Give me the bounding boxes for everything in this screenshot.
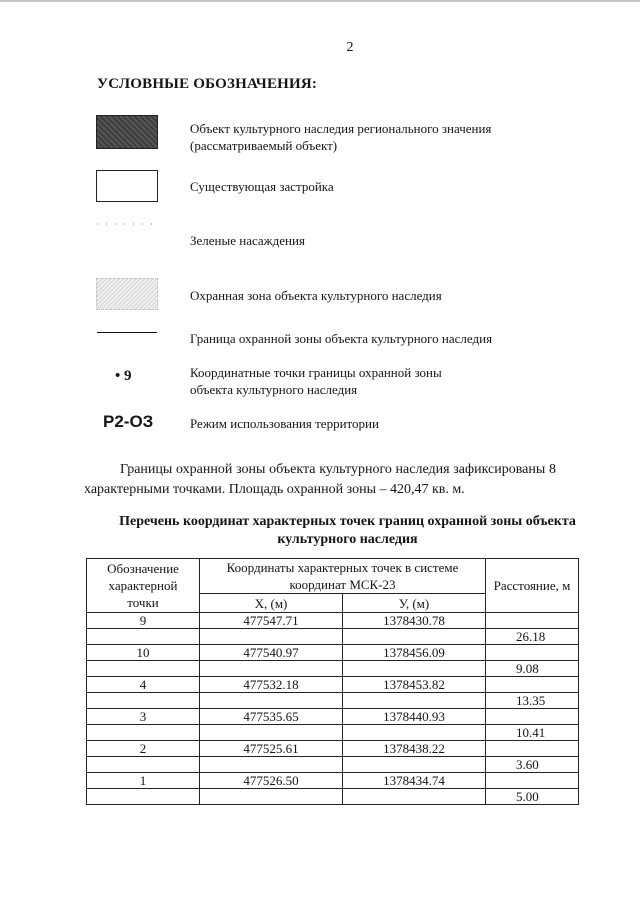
legend-text: Существующая застройка — [190, 179, 334, 194]
green-plantings-icon — [95, 215, 157, 255]
table-row — [87, 741, 579, 757]
top-edge-rule — [0, 0, 640, 2]
cell-x: 477540.97 — [200, 645, 343, 661]
legend-item-existing-buildings — [95, 170, 565, 210]
cell-x: 477535.65 — [200, 709, 343, 725]
cell-x: 477532.18 — [200, 677, 343, 693]
cell-distance: 3.60 — [486, 757, 579, 773]
table-row — [87, 693, 579, 709]
cell-y: 1378456.09 — [343, 645, 486, 661]
cell-y: 1378440.93 — [343, 709, 486, 725]
col-header-distance: Расстояние, м — [486, 559, 579, 613]
regime-code — [95, 412, 157, 452]
boundary-line-icon — [95, 322, 157, 362]
legend-text: (рассматриваемый объект) — [190, 138, 338, 153]
heritage-object-icon — [95, 115, 157, 155]
col-header-y: У, (м) — [343, 594, 486, 613]
legend-text: Режим использования территории — [190, 416, 379, 431]
col-header-point: Обозначение характерной точки — [87, 559, 200, 613]
cell-y: 1378434.74 — [343, 773, 486, 789]
legend-text: Граница охранной зоны объекта культурного наследия — [190, 331, 493, 346]
zone-description-paragraph: Границы охранной зоны объекта культурного наследия зафиксированы 8 характерными точками. Площадь охранной зоны – 420,47 кв. м. — [84, 462, 556, 497]
table-row — [87, 725, 579, 741]
legend-item-land-use-regime — [95, 412, 565, 452]
cell-point: 2 — [87, 741, 200, 757]
table-title-line: культурного наследия — [277, 532, 418, 547]
cell-y: 1378430.78 — [343, 613, 486, 629]
coordinates-table — [86, 558, 579, 805]
table-row — [87, 661, 579, 677]
legend-item-green-plantings — [95, 215, 565, 255]
cell-point: 3 — [87, 709, 200, 725]
cell-x: 477547.71 — [200, 613, 343, 629]
legend-item-zone-boundary — [95, 322, 565, 362]
cell-distance: 26.18 — [486, 629, 579, 645]
cell-point: 9 — [87, 613, 200, 629]
cell-point: 1 — [87, 773, 200, 789]
table-row — [87, 613, 579, 629]
cell-x: 477526.50 — [200, 773, 343, 789]
table-row — [87, 709, 579, 725]
cell-distance: 5.00 — [486, 789, 579, 805]
protection-zone-icon — [95, 278, 157, 318]
existing-buildings-icon — [95, 170, 157, 210]
point-symbol: • 9 — [115, 368, 132, 384]
legend-item-heritage-object — [95, 115, 565, 155]
cell-distance: 10.41 — [486, 725, 579, 741]
cell-y: 1378453.82 — [343, 677, 486, 693]
cell-point: 4 — [87, 677, 200, 693]
table-row — [87, 629, 579, 645]
table-row — [87, 789, 579, 805]
legend-item-protection-zone — [95, 278, 565, 318]
page-number: 2 — [346, 40, 354, 55]
cell-point: 10 — [87, 645, 200, 661]
legend-item-coordinate-points — [95, 364, 565, 404]
table-row — [87, 757, 579, 773]
legend-text: Объект культурного наследия регионального значения — [190, 121, 492, 136]
legend-text: Охранная зона объекта культурного наследия — [190, 288, 442, 303]
table-row — [87, 773, 579, 789]
cell-x: 477525.61 — [200, 741, 343, 757]
table-row — [87, 645, 579, 661]
legend-text: Координатные точки границы охранной зоны — [190, 365, 442, 380]
col-header-coords: Координаты характерных точек в системе координат МСК-23 — [200, 559, 486, 594]
table-row — [87, 677, 579, 693]
col-header-x: Х, (м) — [200, 594, 343, 613]
table-title — [95, 513, 600, 549]
cell-distance: 9.08 — [486, 661, 579, 677]
regime-code-symbol: Р2-ОЗ — [103, 412, 154, 431]
cell-distance-empty — [486, 613, 579, 629]
legend-heading: УСЛОВНЫЕ ОБОЗНАЧЕНИЯ: — [97, 76, 318, 92]
coordinate-point-icon — [95, 364, 157, 404]
cell-y: 1378438.22 — [343, 741, 486, 757]
cell-distance: 13.35 — [486, 693, 579, 709]
table-title-line: Перечень координат характерных точек границ охранной зоны объекта — [119, 514, 576, 529]
legend-text: Зеленые насаждения — [190, 233, 305, 248]
legend-text: объекта культурного наследия — [190, 382, 358, 397]
